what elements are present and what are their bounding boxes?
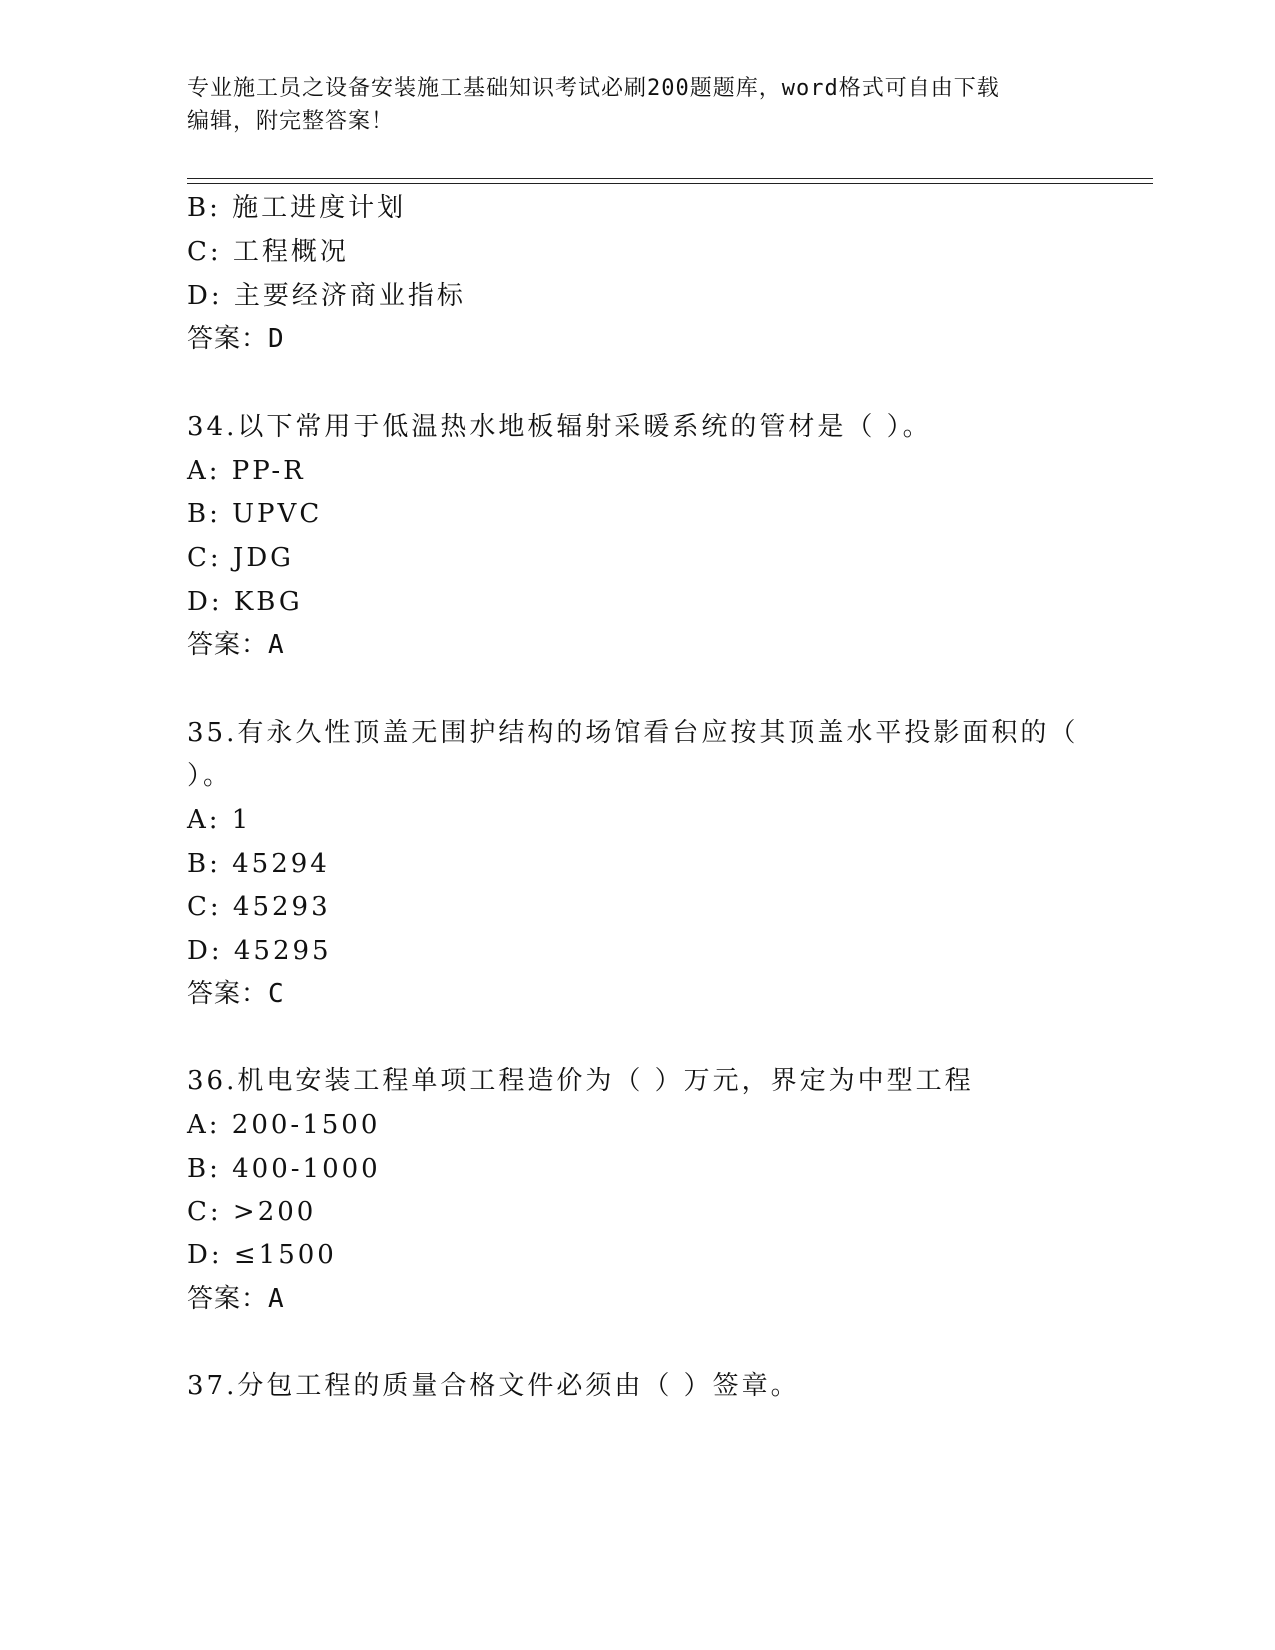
q34-option-b: B: UPVC [187,499,323,529]
header-divider-bottom [187,183,1153,184]
q36-option-d: D: ≤1500 [187,1240,337,1270]
q36-answer: 答案：A [187,1284,285,1314]
q37-question: 37.分包工程的质量合格文件必须由（ ）签章。 [187,1371,800,1401]
q36-question: 36.机电安装工程单项工程造价为（ ）万元，界定为中型工程 [187,1066,974,1096]
q34-option-d: D: KBG [187,587,303,617]
q35-option-a: A: 1 [187,805,252,835]
q35-answer: 答案：C [187,979,285,1009]
q35-question-line-1: 35.有永久性顶盖无围护结构的场馆看台应按其顶盖水平投影面积的（ [187,718,1079,748]
q33-option-b: B: 施工进度计划 [187,193,407,223]
q35-option-d: D: 45295 [187,936,332,966]
q34-answer: 答案：A [187,630,285,660]
q35-option-b: B: 45294 [187,849,330,879]
q34-question: 34.以下常用于低温热水地板辐射采暖系统的管材是（ ）。 [187,412,932,442]
q35-option-c: C: 45293 [187,892,331,922]
q33-option-c: C: 工程概况 [187,237,349,267]
q34-option-a: A: PP-R [187,456,306,486]
q36-option-a: A: 200-1500 [187,1110,381,1140]
document-header [187,72,1087,138]
q35-question-line-2: ）。 [187,761,233,791]
q33-answer: 答案：D [187,324,285,354]
q33-option-d: D: 主要经济商业指标 [187,281,466,311]
q36-option-b: B: 400-1000 [187,1154,381,1184]
header-divider-top [187,178,1153,179]
q36-option-c: C: >200 [187,1197,317,1227]
header-title-line-1: 专业施工员之设备安装施工基础知识考试必刷200题题库，word格式可自由下载 [187,76,1000,101]
header-title-line-2: 编辑，附完整答案！ [187,109,395,134]
q34-option-c: C: JDG [187,543,294,573]
